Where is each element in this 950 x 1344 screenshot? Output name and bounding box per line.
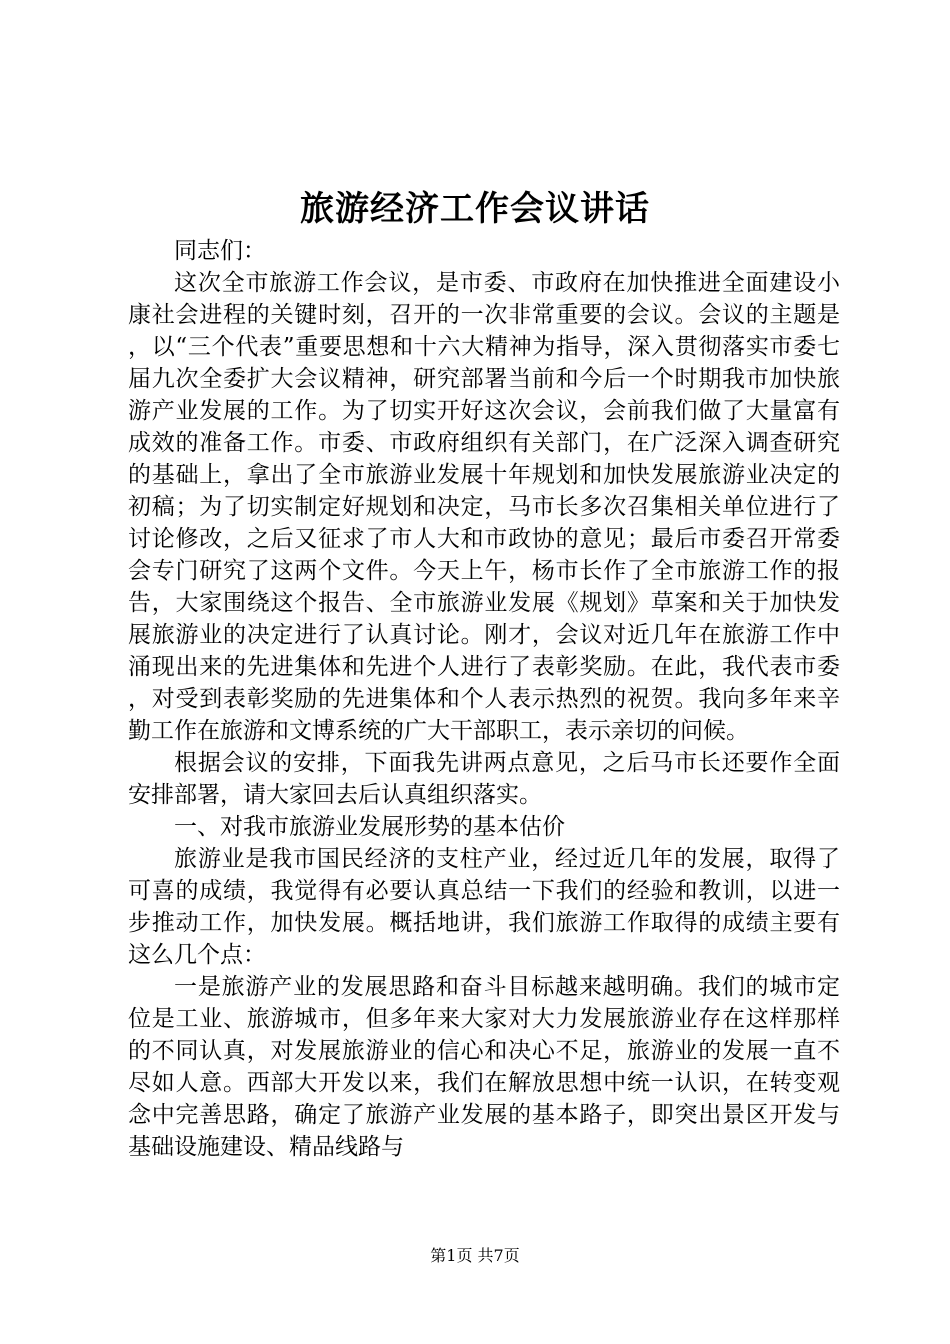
salutation-paragraph: 同志们： — [174, 238, 266, 264]
body-paragraph: 旅游业是我市国民经济的支柱产业，经过近几年的发展，取得了可喜的成绩，我觉得有必要认真总结一下我们的经验和教训，以进一步推动工作，加快发展。概括地讲，我们旅游工作取得的成绩主要有这么几个点： — [128, 846, 840, 968]
document-body — [128, 235, 840, 1163]
body-paragraph: 一是旅游产业的发展思路和奋斗目标越来越明确。我们的城市定位是工业、旅游城市，但多年来大家对大力发展旅游业存在这样那样的不同认真，对发展旅游业的信心和决心不足，旅游业的发展一直不尽如人意。西部大开发以来，我们在解放思想中统一认识，在转变观念中完善思路，确定了旅游产业发展的基本路子，即突出景区开发与基础设施建设、精品线路与 — [128, 974, 840, 1160]
document-title: 旅游经济工作会议讲话 — [300, 189, 650, 229]
body-paragraph: 这次全市旅游工作会议，是市委、市政府在加快推进全面建设小康社会进程的关键时刻，召开的一次非常重要的会议。会议的主题是，以“三个代表”重要思想和十六大精神为指导，深入贯彻落实市委七届九次全委扩大会议精神，研究部署当前和今后一个时期我市加快旅游产业发展的工作。为了切实开好这次会议，会前我们做了大量富有成效的准备工作。市委、市政府组织有关部门，在广泛深入调查研究的基础上，拿出了全市旅游业发展十年规划和加快发展旅游业决定的初稿；为了切实制定好规划和决定，马市长多次召集相关单位进行了讨论修改，之后又征求了市人大和市政协的意见；最后市委召开常委会专门研究了这两个文件。今天上午，杨市长作了全市旅游工作的报告，大家围绕这个报告、全市旅游业发展《规划》草案和关于加快发展旅游业的决定进行了认真讨论。刚才，会议对近几年在旅游工作中涌现出来的先进集体和先进个人进行了表彰奖励。在此，我代表市委，对受到表彰奖励的先进集体和个人表示热烈的祝贺。我向多年来辛勤工作在旅游和文博系统的广大干部职工，表示亲切的问候。 — [128, 270, 840, 744]
page-footer: 第1页 共7页 — [430, 1246, 520, 1265]
section-heading: 一、对我市旅游业发展形势的基本估价 — [174, 814, 565, 840]
body-paragraph: 根据会议的安排，下面我先讲两点意见，之后马市长还要作全面安排部署，请大家回去后认真组织落实。 — [128, 750, 840, 808]
